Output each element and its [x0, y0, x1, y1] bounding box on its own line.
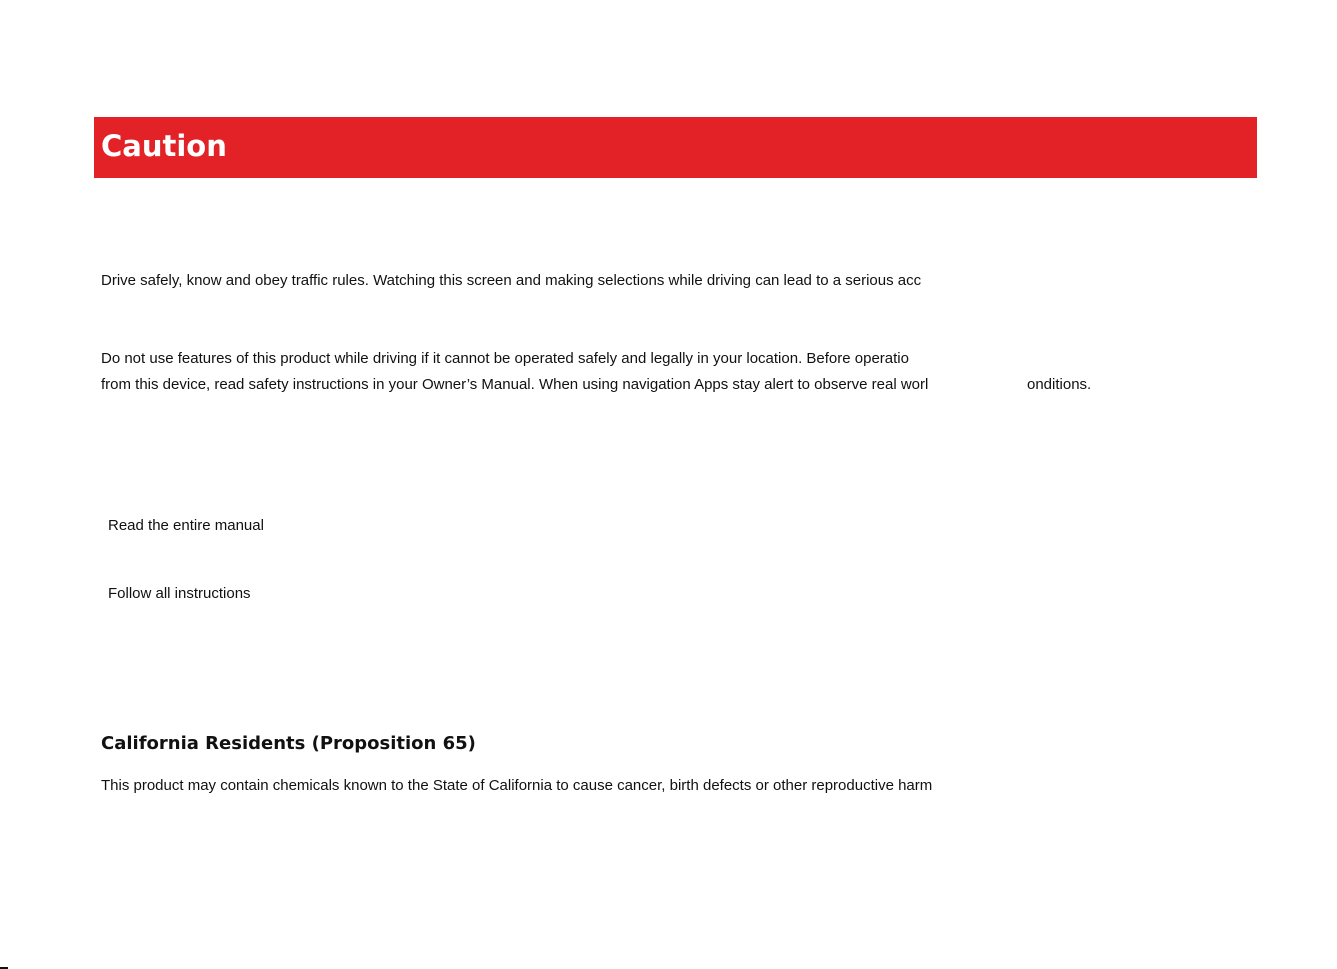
feature-usage-text: Do not use features of this product while driving if it cannot be operated safely and legally in your location. Before operatio — [101, 350, 909, 367]
instruction-read-manual: Read the entire manual — [108, 517, 264, 534]
california-heading: California Residents (Proposition 65) — [101, 733, 476, 754]
owners-manual-text: from this device, read safety instructions in your Owner’s Manual. When using navigation Apps stay alert to observe real worl — [101, 376, 929, 393]
conditions-fragment: onditions. — [1027, 376, 1092, 393]
instruction-follow-all: Follow all instructions — [108, 585, 251, 602]
driving-safety-text: Drive safely, know and obey traffic rules. Watching this screen and making selections while driving can lead to a serious acc — [101, 272, 922, 289]
proposition-65-text: This product may contain chemicals known to the State of California to cause cancer, birth defects or other reproductive harm — [101, 777, 933, 794]
caution-banner — [94, 117, 1257, 178]
caution-title: Caution — [101, 129, 227, 163]
